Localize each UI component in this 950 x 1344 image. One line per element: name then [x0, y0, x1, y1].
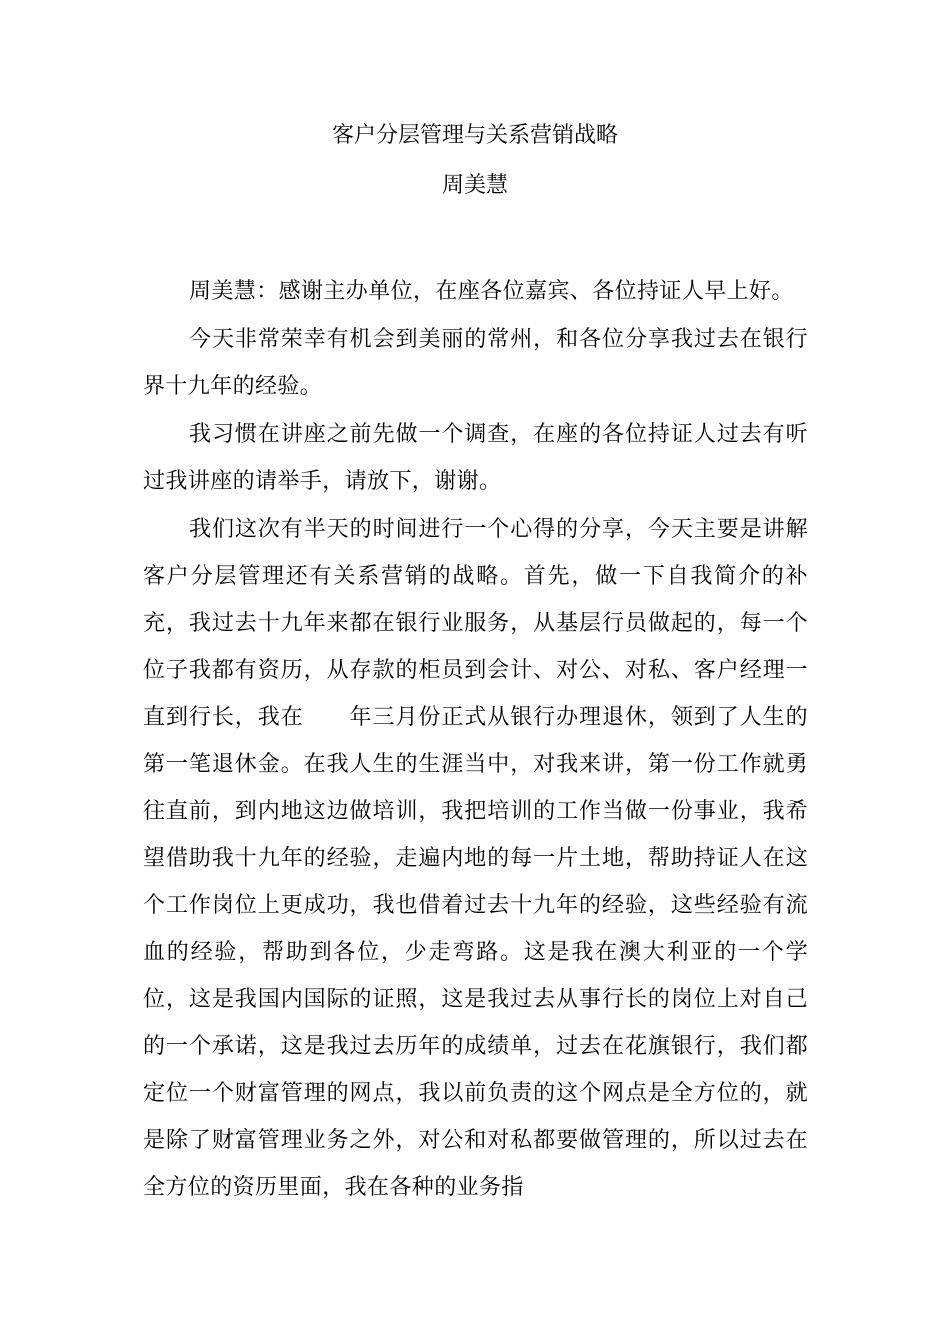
- document-author: 周美慧: [441, 173, 508, 198]
- document-title: 客户分层管理与关系营销战略: [331, 123, 618, 148]
- paragraph-introduction: 今天非常荣幸有机会到美丽的常州，和各位分享我过去在银行界十九年的经验。: [143, 327, 808, 399]
- document-body: [143, 268, 808, 1212]
- paragraph-survey: 我习惯在讲座之前先做一个调查，在座的各位持证人过去有听过我讲座的请举手，请放下，谢谢。: [143, 422, 808, 494]
- paragraph-main-content: 我们这次有半天的时间进行一个心得的分享，今天主要是讲解客户分层管理还有关系营销的战略。首先，做一下自我简介的补充，我过去十九年来都在银行业服务，从基层行员做起的，每一个位子我都有资历，从存款的柜员到会计、对公、对私、客户经理一直到行长，我在 年三月份正式从银行办理退休，领到了人生的第一笔退休金。在我人生的生涯当中，对我来讲，第一份工作就勇往直前，到内地这边做培训，我把培训的工作当做一份事业，我希望借助我十九年的经验，走遍内地的每一片土地，帮助持证人在这个工作岗位上更成功，我也借着过去十九年的经验，这些经验有流血的经验，帮助到各位，少走弯路。这是我在澳大利亚的一个学位，这是我国内国际的证照，这是我过去从事行长的岗位上对自己的一个承诺，这是我过去历年的成绩单，过去在花旗银行，我们都定位一个财富管理的网点，我以前负责的这个网点是全方位的，就是除了财富管理业务之外，对公和对私都要做管理的，所以过去在全方位的资历里面，我在各种的业务指: [143, 517, 808, 1200]
- paragraph-greeting: 周美慧：感谢主办单位，在座各位嘉宾、各位持证人早上好。: [189, 279, 794, 304]
